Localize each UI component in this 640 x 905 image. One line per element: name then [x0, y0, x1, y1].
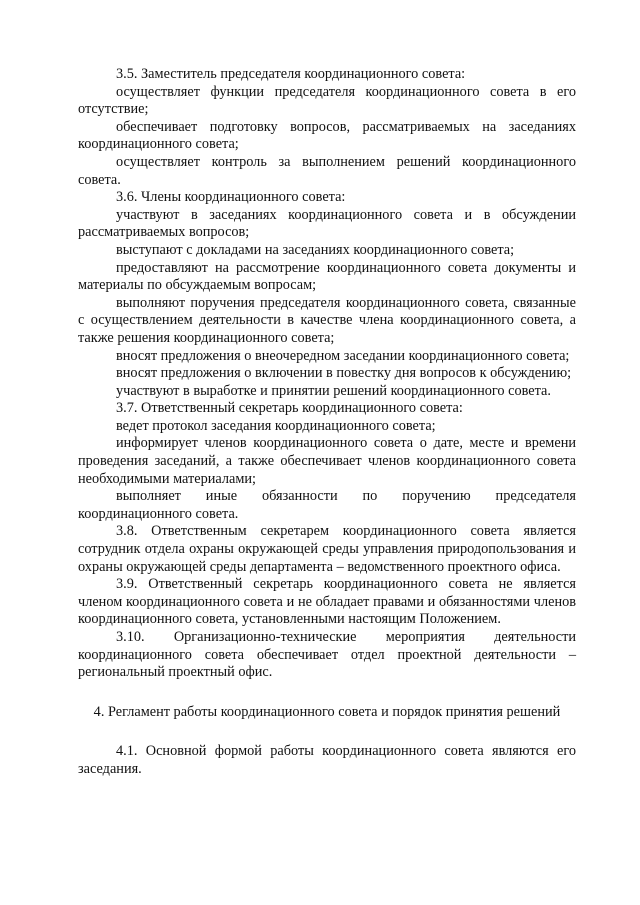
paragraph: 3.7. Ответственный секретарь координационного совета:: [116, 400, 463, 417]
section-4-heading: 4. Регламент работы координационного совета и порядок принятия решений: [93, 703, 561, 720]
paragraph: 3.5. Заместитель председателя координационного совета:: [116, 66, 466, 82]
document-page: [78, 66, 576, 779]
paragraph: ведет протокол заседания координационного совета;: [116, 417, 436, 434]
paragraph: обеспечивает подготовку вопросов, рассматриваемых на заседаниях координационного совета;: [78, 118, 576, 153]
paragraph: участвуют в заседаниях координационного совета и в обсуждении рассматриваемых вопросов;: [78, 206, 576, 241]
paragraph: выполняет иные обязанности по поручению председателя координационного совета.: [78, 488, 576, 522]
paragraph: информирует членов координационного совета о дате, месте и времени проведения заседаний, а также обеспечивает членов координационного совета необходимыми материалами;: [78, 435, 576, 487]
paragraph: участвуют в выработке и принятии решений координационного совета.: [116, 382, 551, 399]
paragraph: вносят предложения о внеочередном заседании координационного совета;: [116, 347, 570, 364]
paragraph: осуществляет функции председателя координационного совета в его отсутствие;: [78, 83, 576, 118]
paragraph: 3.6. Члены координационного совета:: [116, 189, 346, 206]
paragraph: выступают с докладами на заседаниях координационного совета;: [116, 241, 515, 258]
paragraph: предоставляют на рассмотрение координационного совета документы и материалы по обсуждаемым вопросам;: [78, 259, 576, 294]
section-4-body: [78, 743, 576, 778]
paragraph: вносят предложения о включении в повестку дня вопросов к обсуждению;: [116, 365, 572, 382]
paragraph: выполняют поручения председателя координационного совета, связанные с осуществлением деятельности в качестве члена координационного совета, а также решения координационного совета;: [78, 294, 576, 346]
paragraph: 3.8. Ответственным секретарем координационного совета является сотрудник отдела охраны окружающей среды управления природопользования и охраны окружающей среды департамента – ведомственного проектного офиса.: [78, 523, 576, 575]
paragraph: осуществляет контроль за выполнением решений координационного совета.: [78, 153, 576, 188]
paragraph: 4.1. Основной формой работы координационного совета являются его заседания.: [78, 743, 576, 777]
paragraph: 3.9. Ответственный секретарь координационного совета не является членом координационного совета и не обладает правами и обязанностями членов координационного совета, установленными настоящим Положением.: [78, 576, 576, 628]
paragraph: 3.10. Организационно-технические мероприятия деятельности координационного совета обеспечивает отдел проектной деятельности – региональный проектный офис.: [78, 629, 576, 681]
section-3-body: [78, 66, 576, 682]
